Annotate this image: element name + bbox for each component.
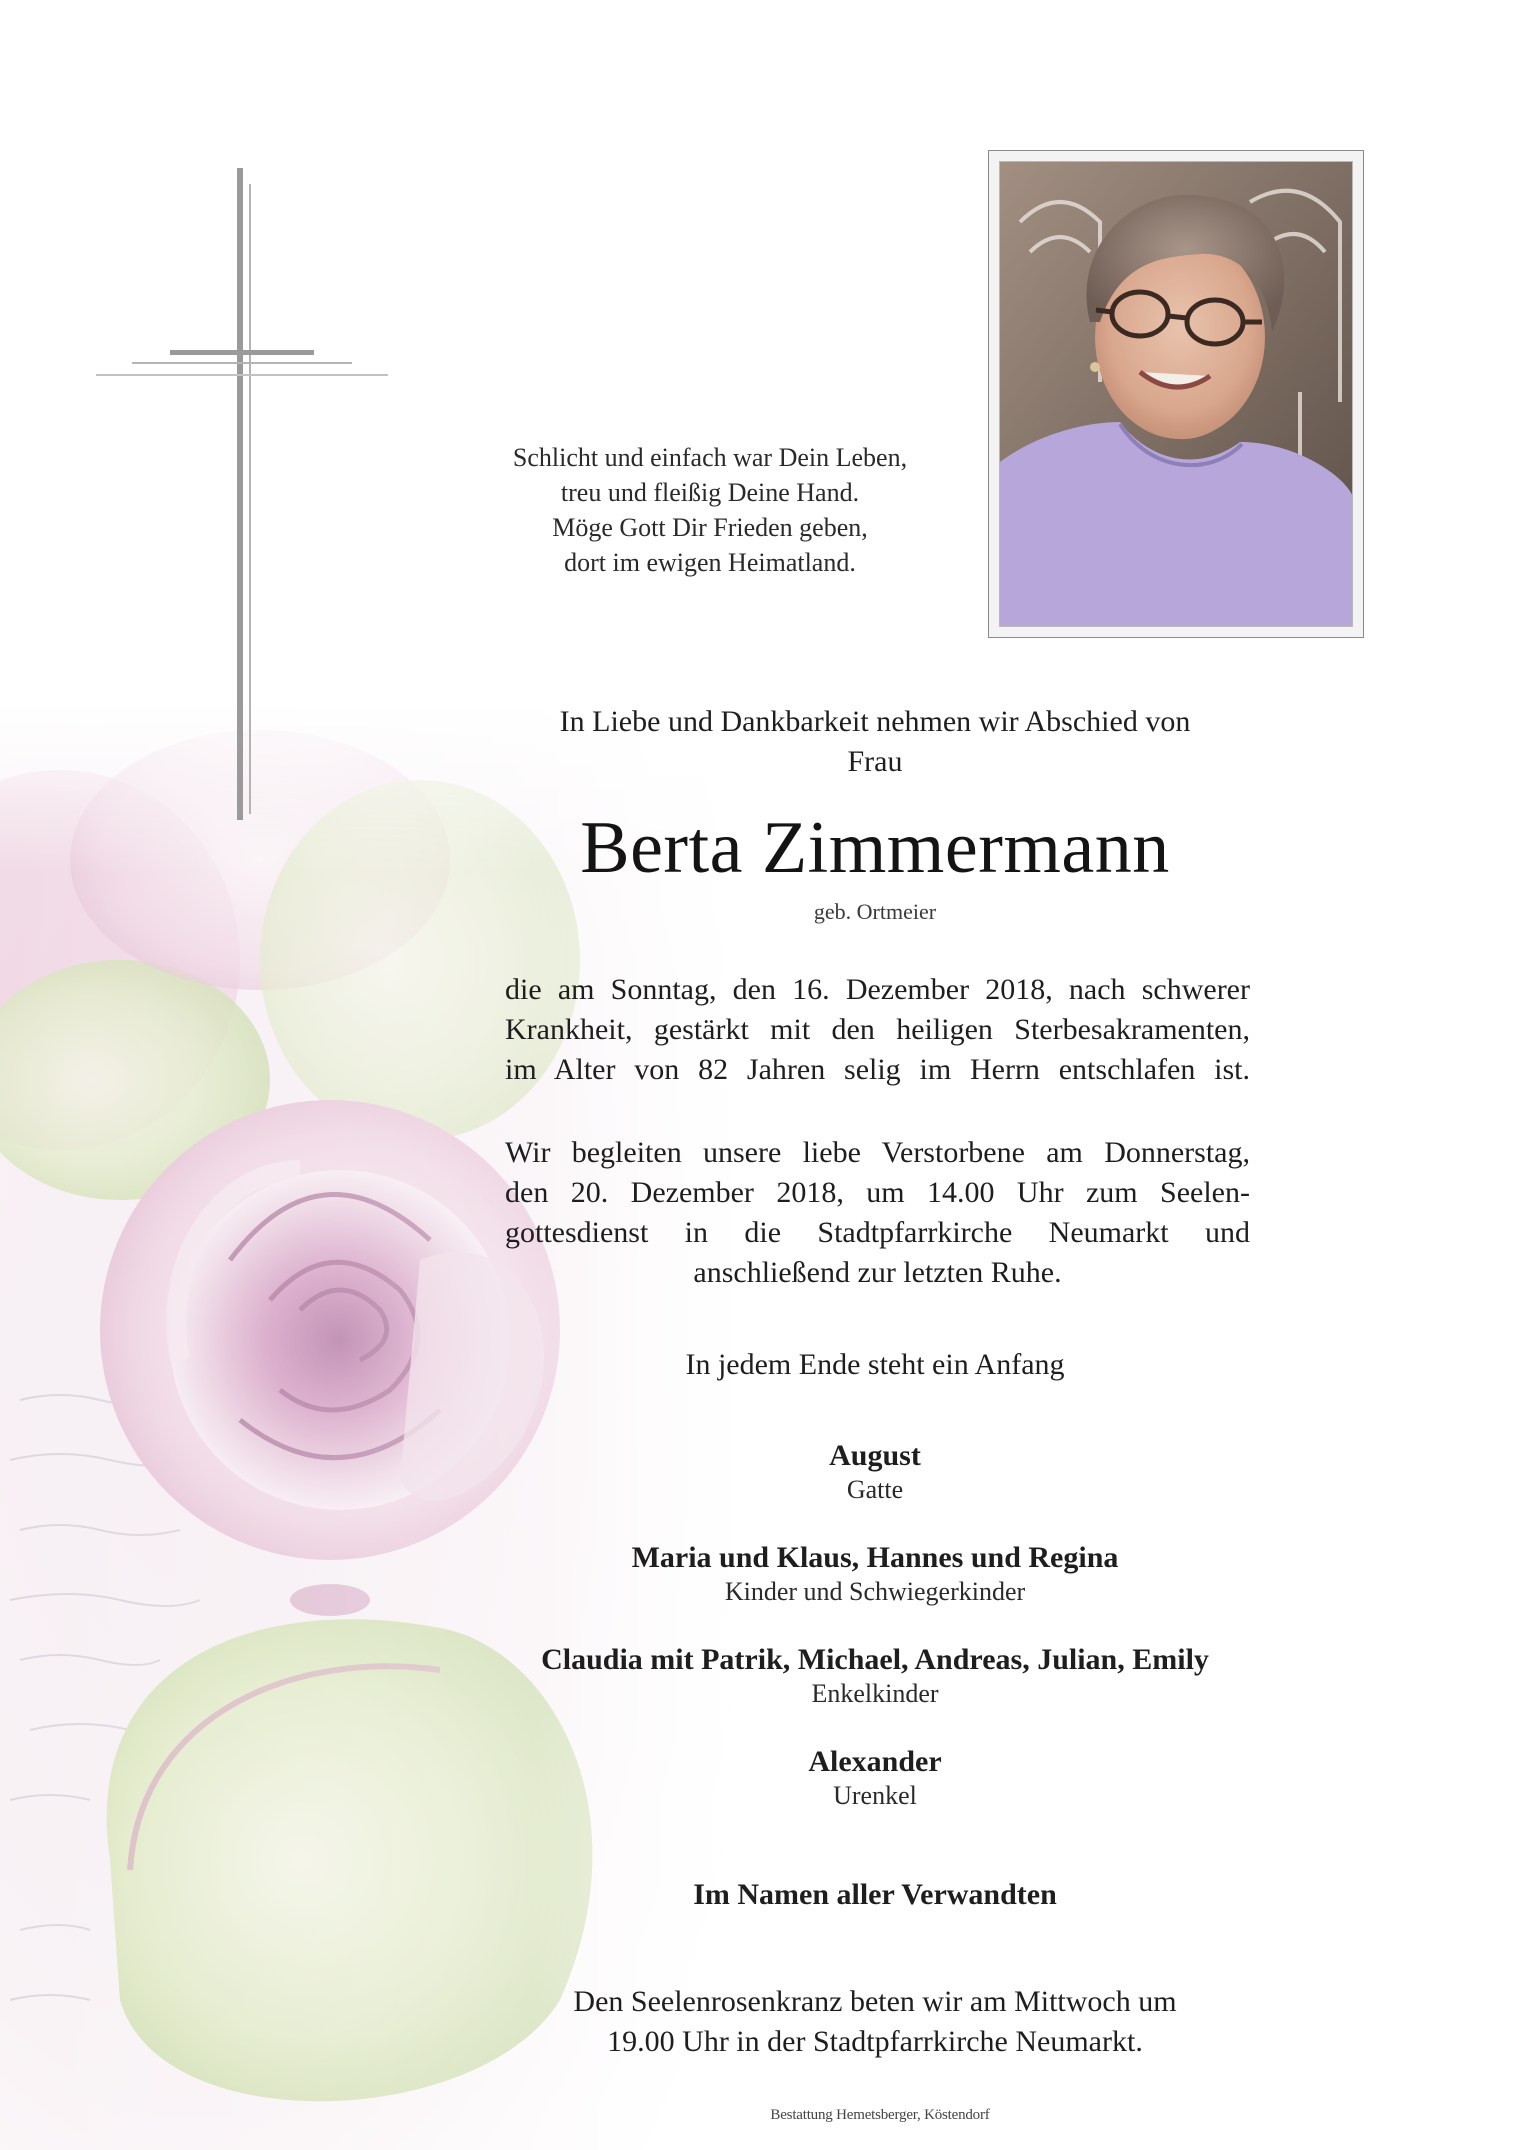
motto: In jedem Ende steht ein Anfang	[685, 1348, 1065, 1381]
portrait-frame	[988, 150, 1364, 638]
portrait-photo	[999, 161, 1353, 627]
rosary-line: 19.00 Uhr in der Stadtpfarrkirche Neumarkt.	[607, 2025, 1143, 2058]
portrait-image	[1000, 162, 1353, 627]
intro-title: Frau	[847, 745, 903, 778]
mourner-entry	[440, 1642, 1310, 1710]
farewell-intro	[490, 702, 1260, 782]
cross-icon	[96, 168, 388, 828]
mourner-relation: Kinder und Schwiegerkinder	[724, 1577, 1026, 1606]
poem-line: dort im ewigen Heimatland.	[564, 548, 856, 577]
mourner-relation: Enkelkinder	[811, 1679, 939, 1708]
death-notice-line: Krankheit, gestärkt mit den heiligen Sterbesakramenten,	[505, 1013, 1250, 1046]
death-notice	[505, 970, 1250, 1090]
mourner-relation: Urenkel	[833, 1781, 917, 1810]
all-relatives: Im Namen aller Verwandten	[693, 1878, 1057, 1911]
mourner-names: Claudia mit Patrik, Michael, Andreas, Julian, Emily	[541, 1643, 1209, 1676]
funeral-line: anschließend zur letzten Ruhe.	[693, 1256, 1062, 1289]
funeral-line: gottesdienst in die Stadtpfarrkirche Neumarkt und	[505, 1216, 1250, 1249]
funeral-details	[505, 1133, 1250, 1293]
death-notice-line: die am Sonntag, den 16. Dezember 2018, nach schwerer	[505, 973, 1250, 1006]
undertaker-credit: Bestattung Hemetsberger, Köstendorf	[770, 2107, 990, 2123]
mourner-relation: Gatte	[846, 1475, 904, 1504]
birth-name: geb. Ortmeier	[813, 899, 937, 924]
mourners-list	[440, 1438, 1310, 1846]
mourner-names: Maria und Klaus, Hannes und Regina	[631, 1541, 1119, 1574]
mourner-entry	[440, 1540, 1310, 1608]
intro-line: In Liebe und Dankbarkeit nehmen wir Abschied von	[559, 705, 1191, 738]
mourner-entry	[440, 1744, 1310, 1812]
mourner-names: August	[829, 1439, 921, 1472]
poem-line: treu und fleißig Deine Hand.	[560, 478, 860, 507]
funeral-line: den 20. Dezember 2018, um 14.00 Uhr zum Seelen-	[505, 1176, 1250, 1209]
poem-line: Schlicht und einfach war Dein Leben,	[512, 443, 908, 472]
rosary-notice	[490, 1982, 1260, 2062]
mourner-entry	[440, 1438, 1310, 1506]
rosary-line: Den Seelenrosenkranz beten wir am Mittwoch um	[573, 1985, 1177, 2018]
poem	[440, 440, 980, 580]
poem-line: Möge Gott Dir Frieden geben,	[552, 513, 868, 542]
death-notice-line: im Alter von 82 Jahren selig im Herrn entschlafen ist.	[505, 1053, 1250, 1086]
deceased-name: Berta Zimmermann	[580, 807, 1170, 889]
funeral-line: Wir begleiten unsere liebe Verstorbene am Donnerstag,	[505, 1136, 1250, 1169]
mourner-names: Alexander	[808, 1745, 942, 1778]
